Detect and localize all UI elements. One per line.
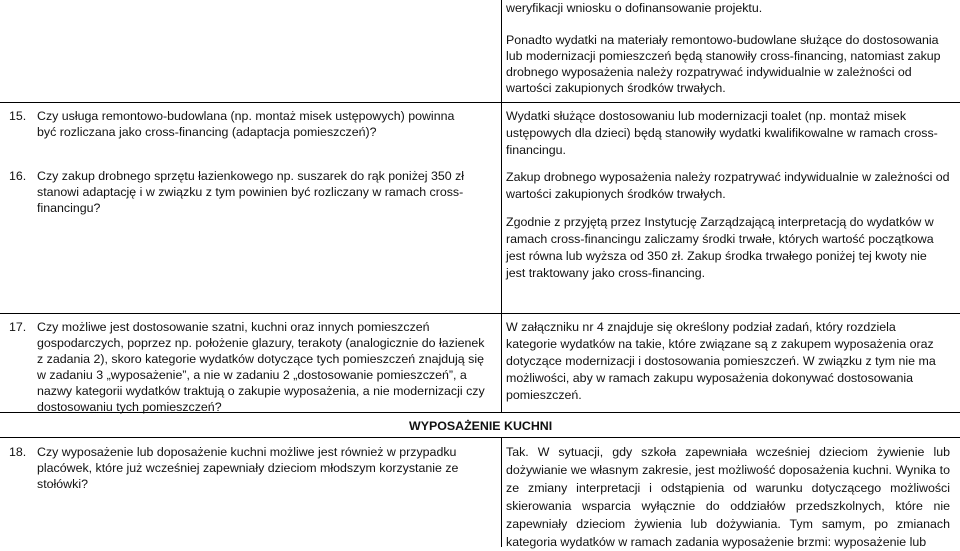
column-divider-upper xyxy=(501,0,502,412)
row-number: 16. xyxy=(9,169,27,183)
answer-paragraph: Zakup drobnego wyposażenia należy rozpatrywać indywidualnie w zależności od wartości zakupionych środków trwałych. xyxy=(506,170,950,201)
answer-paragraph: Ponadto wydatki na materiały remontowo-budowlane służące do dostosowania lub modernizacji pomieszczeń będą stanowiły cross-financing, natomiast zakup drobnego wyposażenia należy rozpatrywać indywidualnie w zależności od wartości zakupionych środków trwałych. xyxy=(506,33,941,95)
section-header: WYPOSAŻENIE KUCHNI xyxy=(409,419,553,433)
answer-paragraph: W załączniku nr 4 znajduje się określony podział zadań, który rozdziela kategorie wydatków na takie, które związane są z zakupem wyposażenia oraz dotyczące modernizacji i dostosowania pomieszczeń. W związku z tym nie ma możliwości, aby w ramach zakupu wyposażenia dokonywać dostosowania pomieszczeń. xyxy=(506,320,936,402)
row-border-top-17 xyxy=(0,313,960,314)
row-border-top-15 xyxy=(0,102,960,103)
column-divider-lower xyxy=(501,437,502,547)
question-text: Czy zakup drobnego sprzętu łazienkowego np. suszarek do rąk poniżej 350 zł stanowi adaptację i w związku z tym powinien być rozliczany w ramach cross-financingu? xyxy=(37,169,465,215)
row-number: 17. xyxy=(9,320,27,334)
question-text: Czy możliwe jest dostosowanie szatni, kuchni oraz innych pomieszczeń gospodarczych, poprzez np. położenie glazury, terakoty (analogicznie do łazienek z zadania 2), skoro kategorie wydatków dotyczące tych pomieszczeń znajdują się w zadaniu 3 „wyposażenie”, a nie w zadaniu 2 „dostosowanie pomieszczeń”, a nazwy kategorii wydatków traktują o zakupie wyposażenia, a nie modernizacji czy dostosowaniu tych pomieszczeń? xyxy=(37,320,485,414)
section-border-bottom xyxy=(0,437,960,438)
row-number: 15. xyxy=(9,109,27,123)
question-text: Czy usługa remontowo-budowlana (np. montaż misek ustępowych) powinna być rozliczana jako cross-financing (adaptacja pomieszczeń)? xyxy=(37,109,455,139)
answer-paragraph: Tak. W sytuacji, gdy szkoła zapewniała wcześniej dzieciom żywienie lub dożywianie we własnym zakresie, jest możliwość doposażenia kuchni. Wynika to ze zmiany interpretacji i odstąpienia od warunku dotyczącego możliwości skierowania wsparcia wyłącznie do oddziałów przedszkolnych, które nie zapewniały dzieciom żywienia lub dożywiania. Tym samym, po zmianach kategoria wydatków w ramach zadania wyposażenie brzmi: wyposażenie lub xyxy=(506,445,950,549)
answer-paragraph: weryfikacji wniosku o dofinansowanie projektu. xyxy=(506,1,763,15)
row-number: 18. xyxy=(9,445,27,459)
answer-paragraph: Wydatki służące dostosowaniu lub modernizacji toalet (np. montaż misek ustępowych dla dzieci) będą stanowiły wydatki kwalifikowalne w ramach cross-financingu. xyxy=(506,109,938,157)
question-text: Czy wyposażenie lub doposażenie kuchni możliwe jest również w przypadku placówek, które już wcześniej zapewniały dzieciom młodszym korzystanie ze stołówki? xyxy=(37,445,459,491)
answer-paragraph: Zgodnie z przyjętą przez Instytucję Zarządzającą interpretacją do wydatków w ramach cross-financingu zaliczamy środki trwałe, których wartość początkowa jest równa lub wyższa od 350 zł. Zakup środka trwałego poniżej tej kwoty nie jest traktowany jako cross-financing. xyxy=(506,215,934,280)
